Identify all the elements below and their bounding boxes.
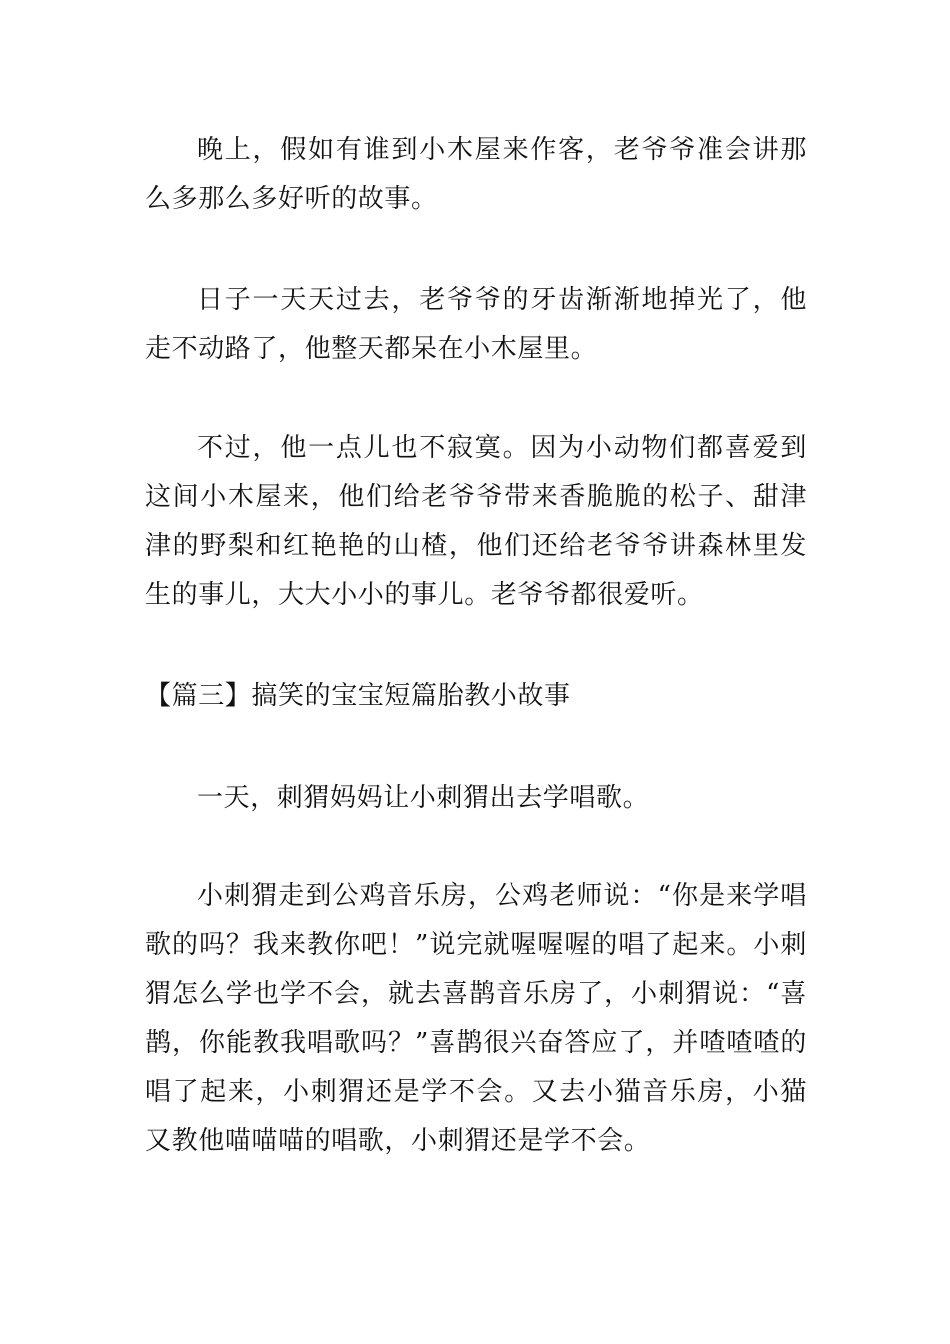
paragraph-hedgehog-lessons: 小刺猬走到公鸡音乐房，公鸡老师说：“你是来学唱歌的吗？我来教你吧！”说完就喔喔喔的唱了起来。小刺猬怎么学也学不会，就去喜鹊音乐房了，小刺猬说：“喜鹊，你能教我唱歌吗？”喜鹊很兴奋答应了，并喳喳喳的唱了起来，小刺猬还是学不会。又去小猫音乐房，小猫又教他喵喵喵的唱歌，小刺猬还是学不会。 — [145, 881, 807, 1156]
paragraph-hedgehog-intro: 一天，刺猬妈妈让小刺猬出去学唱歌。 — [197, 783, 650, 813]
paragraph-not-lonely: 不过，他一点儿也不寂寞。因为小动物们都喜爱到这间小木屋来，他们给老爷爷带来香脆脆的松子、甜津津的野梨和红艳艳的山楂，他们还给老爷爷讲森林里发生的事儿，大大小小的事儿。老爷爷都很爱听。 — [145, 433, 807, 610]
paragraph-days-pass: 日子一天天过去，老爷爷的牙齿渐渐地掉光了，他走不动路了，他整天都呆在小木屋里。 — [145, 285, 807, 364]
section-heading: 【篇三】搞笑的宝宝短篇胎教小故事 — [145, 681, 571, 711]
paragraph-evening-stories: 晚上，假如有谁到小木屋来作客，老爷爷准会讲那么多那么多好听的故事。 — [145, 135, 807, 214]
